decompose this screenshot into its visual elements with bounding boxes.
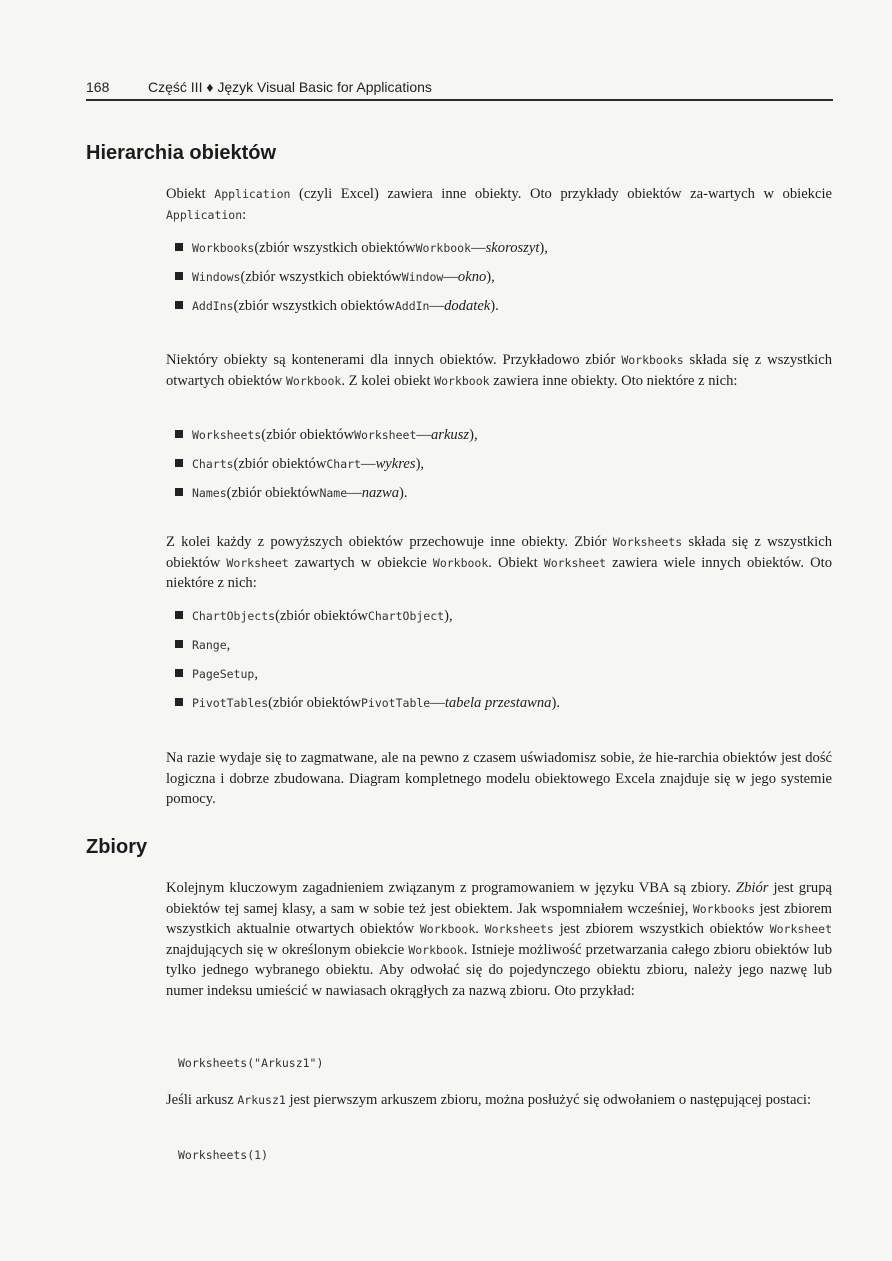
page-number: 168 — [86, 79, 110, 95]
list-item — [175, 637, 560, 666]
list-item — [175, 666, 560, 695]
list-item-code2: Chart — [326, 457, 361, 471]
list-item-text2: — — [360, 456, 376, 472]
bullet-list-worksheet — [175, 608, 560, 724]
list-item-end: ). — [399, 485, 408, 501]
list-item-text: (zbiór obiektów — [268, 695, 361, 711]
section-heading-zbiory: Zbiory — [86, 836, 148, 858]
list-item-end: ). — [551, 695, 560, 711]
bullet-square-icon — [175, 243, 183, 251]
list-item-text: (zbiór obiektów — [226, 485, 320, 501]
list-item-it: nazwa — [361, 485, 400, 501]
bullet-square-icon — [175, 459, 183, 467]
code-example-name: Worksheets("Arkusz1") — [178, 1056, 324, 1070]
list-item-text: (zbiór obiektów — [233, 456, 327, 472]
list-item-it: tabela przestawna — [444, 695, 552, 711]
paragraph-index-reference: Jeśli arkusz Arkusz1 jest pierwszym arkuszem zbioru, można posłużyć się odwołaniem o następującej postaci: — [166, 1092, 812, 1108]
list-item-code2: Workbook — [415, 241, 472, 255]
bullet-square-icon — [175, 272, 183, 280]
bullet-square-icon — [175, 640, 183, 648]
list-item-code2: Worksheet — [354, 428, 417, 442]
list-item-code: ChartObjects — [192, 609, 276, 623]
list-item-text: (zbiór wszystkich obiektów — [254, 240, 416, 256]
list-item-it: okno — [457, 269, 487, 285]
list-item-code: Worksheets — [192, 428, 262, 442]
list-item-code2: Window — [401, 270, 444, 284]
list-item-text: (zbiór obiektów — [261, 427, 355, 443]
bullet-square-icon — [175, 430, 183, 438]
section-heading-hierarchia: Hierarchia obiektów — [86, 142, 277, 164]
list-item-it: arkusz — [430, 427, 470, 443]
list-item-text: (zbiór wszystkich obiektów — [240, 269, 402, 285]
list-item-code: Workbooks — [192, 241, 255, 255]
list-item-text2: — — [430, 695, 445, 711]
paragraph-intro: Obiekt Application (czyli Excel) zawiera inne obiekty. Oto przykłady obiektów za-wartych w obiekcie Application: — [166, 186, 832, 223]
list-item-end: ), — [415, 456, 425, 472]
list-item-end: ), — [539, 240, 548, 256]
list-item-text2: — — [347, 485, 362, 501]
list-item-text2: — — [443, 269, 458, 285]
list-item — [175, 695, 560, 724]
list-item-end: ). — [490, 298, 499, 314]
list-item-code: Windows — [192, 270, 241, 284]
list-item-text2: — — [471, 240, 486, 256]
paragraph-collections: Kolejnym kluczowym zagadnieniem związanym z programowaniem w języku VBA są zbiory. Zbiór jest grupą obiektów tej samej klasy, a sam w sobie też jest obiektem. Jak wspomniałem wcześniej, Workbooks jest zbiorem wszystkich aktualnie otwartych obiektów Workbook. Worksheets jest zbiorem wszystkich obiektów Worksheet znajdujących się w określonym obiekcie Workbook. Istnieje możliwość przetwarzania całego zbioru obiektów lub tylko jednego wybranego obiektu. Aby odwołać się do pojedynczego obiektu zbioru, należy jego nazwę lub numer indeksu umieścić w nawiasach okrągłych za nazwą zbioru. Oto przykład: — [166, 880, 833, 999]
list-item-it: wykres — [375, 456, 416, 472]
list-item-it: skoroszyt — [485, 240, 540, 256]
bullet-square-icon — [175, 669, 183, 677]
list-item-code: Charts — [192, 457, 234, 471]
paragraph-worksheets: Z kolei każdy z powyższych obiektów przechowuje inne obiekty. Zbiór Worksheets składa się z wszystkich obiektów Worksheet zawartych w obiekcie Workbook. Obiekt Worksheet zawiera wiele innych obiektów. Oto niektóre z nich: — [166, 534, 832, 591]
list-item-code2: PivotTable — [360, 696, 431, 710]
paragraph-hierarchy-summary: Na razie wydaje się to zagmatwane, ale na pewno z czasem uświadomisz sobie, że hie-rarchia obiektów jest dość logiczna i dobrze zbudowana. Diagram kompletnego modelu obiektowego Excela znajduje się w jego systemie pomocy. — [166, 750, 832, 807]
list-item-text: (zbiór wszystkich obiektów — [233, 298, 395, 314]
list-item-text: , — [226, 637, 231, 653]
code-example-index: Worksheets(1) — [178, 1148, 269, 1162]
list-item — [175, 240, 548, 269]
running-title: Część III ♦ Język Visual Basic for Applications — [148, 79, 432, 95]
list-item-code: PivotTables — [192, 696, 269, 710]
list-item — [175, 456, 478, 485]
list-item-text2: — — [416, 427, 431, 443]
bullet-square-icon — [175, 301, 183, 309]
list-item — [175, 427, 478, 456]
header-rule — [86, 99, 833, 101]
list-item — [175, 298, 548, 327]
list-item — [175, 269, 548, 298]
list-item-text: , — [254, 666, 258, 682]
bullet-square-icon — [175, 698, 183, 706]
list-item-code: AddIns — [192, 299, 234, 313]
paragraph-containers: Niektóry obiekty są kontenerami dla innych obiektów. Przykładowo zbiór Workbooks składa się z wszystkich otwartych obiektów Workbook. Z kolei obiekt Workbook zawiera inne obiekty. Oto niektóre z nich: — [166, 352, 833, 389]
list-item-end: ), — [469, 427, 478, 443]
list-item-it: dodatek — [444, 298, 491, 314]
list-item-code2: AddIn — [394, 299, 430, 313]
list-item-code2: Name — [319, 486, 348, 500]
bullet-list-application — [175, 240, 548, 327]
list-item-code: PageSetup — [192, 667, 255, 681]
list-item-text2: — — [429, 298, 445, 314]
list-item-end: ), — [486, 269, 495, 285]
bullet-square-icon — [175, 488, 183, 496]
list-item-code2: ChartObject — [367, 609, 445, 623]
list-item — [175, 485, 478, 514]
bullet-list-workbook — [175, 427, 478, 514]
list-item-code: Range — [192, 638, 227, 652]
list-item-code: Names — [192, 486, 227, 500]
bullet-square-icon — [175, 611, 183, 619]
list-item-text: (zbiór obiektów — [275, 608, 368, 624]
list-item-end: ), — [444, 608, 453, 624]
list-item — [175, 608, 560, 637]
